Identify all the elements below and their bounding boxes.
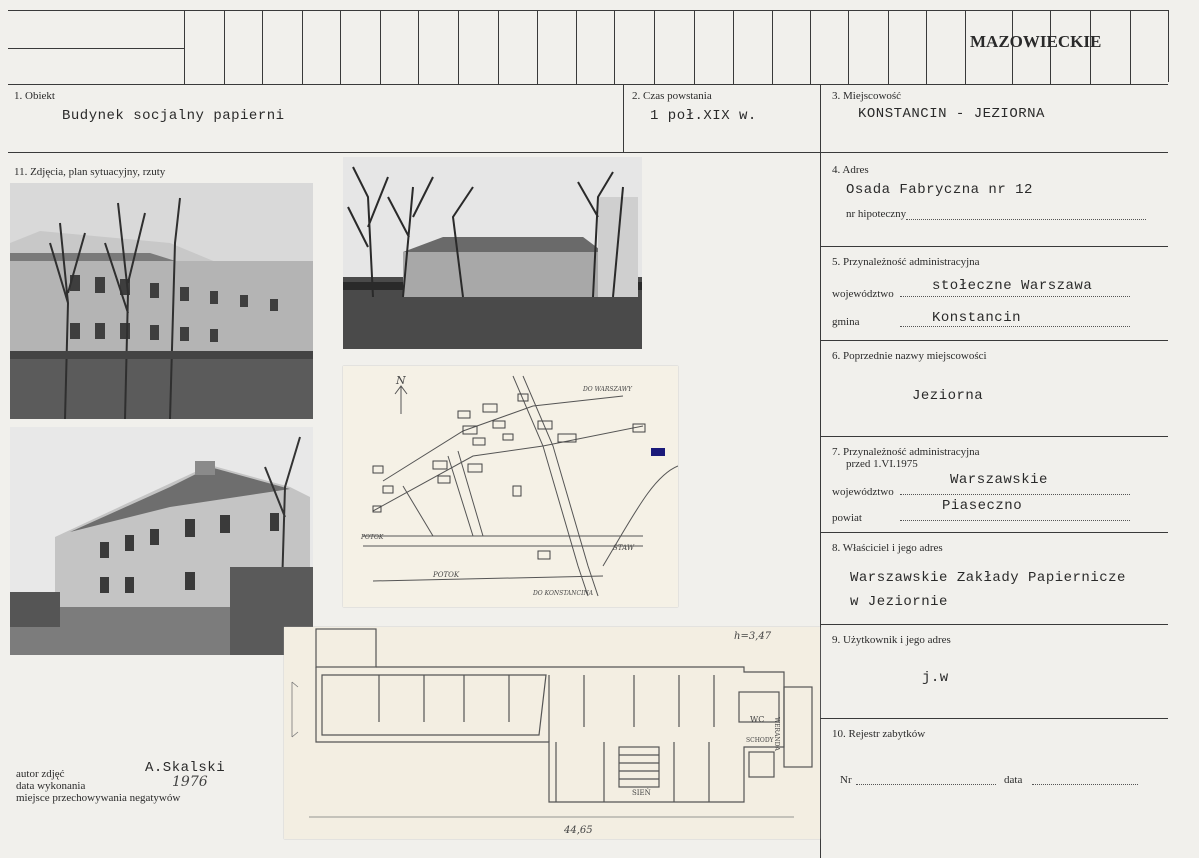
miejscowosc-value: KONSTANCIN - JEZIORNA <box>858 106 1045 122</box>
map-staw-label: STAW <box>613 544 635 552</box>
row-line <box>820 340 1168 341</box>
powiat-line <box>900 520 1130 521</box>
zdjecia-label: 11. Zdjęcia, plan sytuacyjny, rzuty <box>14 166 166 178</box>
header-column-line <box>1130 10 1131 84</box>
gmina-label: gmina <box>832 316 860 328</box>
obiekt-label: 1. Obiekt <box>14 90 55 102</box>
row1-bottom-line <box>8 152 1168 153</box>
przynaleznosc-1975-label2: przed 1.VI.1975 <box>846 458 918 470</box>
row-line <box>820 436 1168 437</box>
floor-plan <box>284 627 820 839</box>
powiat-label: powiat <box>832 512 862 524</box>
wojewodztwo-line <box>900 296 1130 297</box>
wojewodztwo-value: stołeczne Warszawa <box>932 278 1093 294</box>
miejscowosc-label: 3. Miejscowość <box>832 90 902 102</box>
header-column-line <box>926 10 927 84</box>
map-potok2-label: POTOK <box>361 534 384 541</box>
header-top-line <box>8 10 1168 11</box>
uzytkownik-label: 9. Użytkownik i jego adres <box>832 634 951 646</box>
header-column-line <box>380 10 381 84</box>
rejestr-label: 10. Rejestr zabytków <box>832 728 926 740</box>
header-column-line <box>418 10 419 84</box>
rejestr-data-line <box>1032 784 1138 785</box>
plan-wc: WC <box>750 715 765 724</box>
row-line <box>820 624 1168 625</box>
adres-value: Osada Fabryczna nr 12 <box>846 182 1033 198</box>
plan-schody: SCHODY <box>746 737 774 744</box>
header-column-line <box>965 10 966 84</box>
powiat-value: Piaseczno <box>942 498 1023 514</box>
header-column-line <box>654 10 655 84</box>
header-column-line <box>694 10 695 84</box>
header-bottom-line <box>8 84 1168 85</box>
miejsce-label: miejsce przechowywania negatywów <box>16 792 181 804</box>
wlasciciel-label: 8. Właściciel i jego adres <box>832 542 943 554</box>
map-potok-label: POTOK <box>433 571 460 579</box>
autor-label: autor zdjęć <box>16 768 65 780</box>
region-label: MAZOWIECKIE <box>970 32 1102 51</box>
header-column-line <box>810 10 811 84</box>
przynaleznosc-label: 5. Przynależność administracyjna <box>832 256 980 268</box>
hipoteczny-label: nr hipoteczny <box>846 208 907 220</box>
uzytkownik-value: j.w <box>922 670 949 686</box>
wlasciciel-line2: w Jeziornie <box>850 594 948 610</box>
photo-building-lake <box>343 157 642 349</box>
wojewodztwo-label: województwo <box>832 288 894 300</box>
rejestr-nr-label: Nr <box>840 774 852 786</box>
header-column-line <box>224 10 225 84</box>
site-plan-map <box>343 366 678 607</box>
poprzednie-label: 6. Poprzednie nazwy miejscowości <box>832 350 987 362</box>
obiekt-value: Budynek socjalny papierni <box>62 108 285 124</box>
header-column-line <box>772 10 773 84</box>
plan-width: 44,65 <box>564 825 593 836</box>
data-value: 1976 <box>172 774 208 790</box>
header-column-line <box>184 10 185 84</box>
header-column-line <box>537 10 538 84</box>
czas-value: 1 poł.XIX w. <box>650 108 757 124</box>
header-column-line <box>614 10 615 84</box>
gmina-line <box>900 326 1130 327</box>
header-column-line <box>458 10 459 84</box>
hipoteczny-line <box>906 219 1146 220</box>
poprzednie-value: Jeziorna <box>912 388 984 404</box>
czas-label: 2. Czas powstania <box>632 90 712 102</box>
map-top-label: DO WARSZAWY <box>583 386 632 393</box>
plan-sien: SIEŃ <box>632 789 651 797</box>
wojewodztwo-1975-value: Warszawskie <box>950 472 1048 488</box>
header-column-line <box>733 10 734 84</box>
header-column-line <box>1168 10 1169 82</box>
plan-height: h=3,47 <box>734 631 772 642</box>
map-north: N <box>396 374 406 387</box>
right-column-divider <box>820 84 821 858</box>
photo-building-1 <box>10 183 313 419</box>
wlasciciel-line1: Warszawskie Zakłady Papiernicze <box>850 570 1126 586</box>
autor-value: A.Skalski <box>145 760 226 776</box>
header-column-line <box>576 10 577 84</box>
photo-building-2 <box>10 427 313 655</box>
row-line <box>820 246 1168 247</box>
header-column-line <box>888 10 889 84</box>
map-road-label: DO KONSTANCINA <box>533 590 594 597</box>
data-label: data wykonania <box>16 780 86 792</box>
header-column-line <box>498 10 499 84</box>
row-line <box>820 532 1168 533</box>
gmina-value: Konstancin <box>932 310 1022 326</box>
row-line <box>820 718 1168 719</box>
header-inner-line <box>8 48 184 49</box>
header-column-line <box>848 10 849 84</box>
wojewodztwo-1975-label: województwo <box>832 486 894 498</box>
header-column-line <box>302 10 303 84</box>
plan-weranda: WERANDA <box>773 717 780 751</box>
divider <box>623 84 624 152</box>
wojewodztwo-1975-line <box>900 494 1130 495</box>
rejestr-data-label: data <box>1004 774 1023 786</box>
header-column-line <box>262 10 263 84</box>
header-column-line <box>340 10 341 84</box>
rejestr-nr-line <box>856 784 996 785</box>
przynaleznosc-1975-label: 7. Przynależność administracyjna <box>832 446 980 458</box>
adres-label: 4. Adres <box>832 164 869 176</box>
